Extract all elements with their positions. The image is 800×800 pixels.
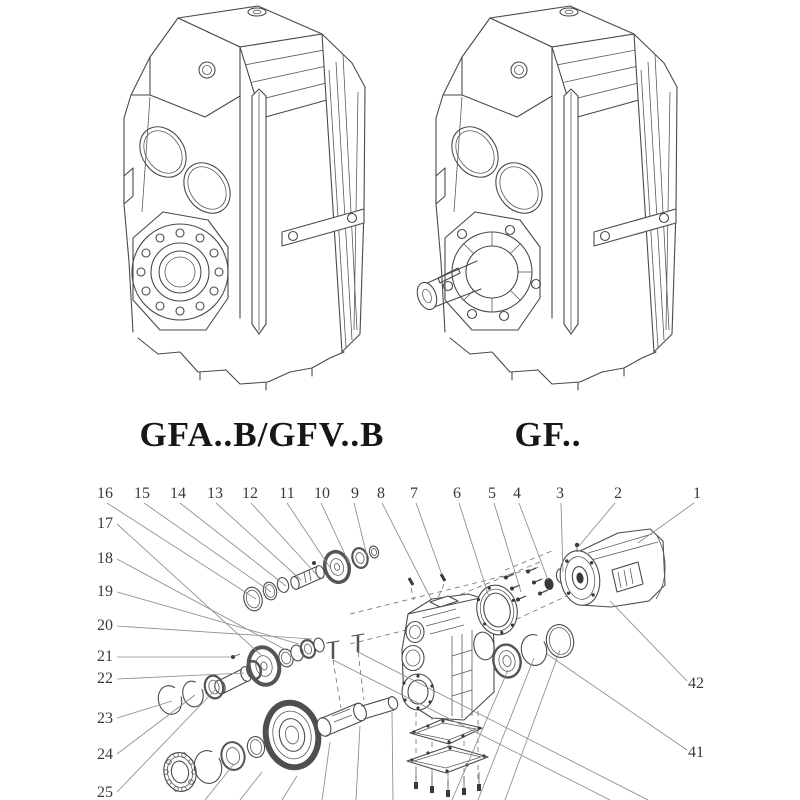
part-number-9: 9 bbox=[351, 485, 359, 502]
gf-filler-plug bbox=[560, 8, 578, 16]
gfab-front-face bbox=[133, 212, 228, 330]
input-pinion-shaft bbox=[289, 565, 325, 591]
leader-line-12 bbox=[251, 503, 316, 574]
leader-line-15 bbox=[144, 503, 271, 592]
output-ring-set bbox=[155, 674, 226, 717]
ball-bearing bbox=[160, 750, 199, 795]
part-number-41: 41 bbox=[688, 744, 704, 761]
part-number-6: 6 bbox=[453, 485, 461, 502]
plug bbox=[543, 577, 554, 591]
part-number-14: 14 bbox=[170, 485, 186, 502]
bearing bbox=[202, 674, 225, 701]
part-number-25: 25 bbox=[97, 784, 113, 800]
part-number-22: 22 bbox=[97, 670, 113, 687]
gfab-left-slope bbox=[131, 57, 150, 95]
leader-line-3 bbox=[561, 503, 563, 572]
end-cap bbox=[241, 585, 265, 613]
snap-ring bbox=[519, 632, 550, 668]
bearing bbox=[219, 740, 247, 772]
snap-ring bbox=[276, 576, 291, 593]
leader-line-14 bbox=[180, 503, 286, 586]
part-number-8: 8 bbox=[377, 485, 385, 502]
small-screw bbox=[312, 561, 316, 565]
gfab-side-bracket bbox=[124, 168, 133, 204]
part-number-5: 5 bbox=[488, 485, 496, 502]
housing-screws bbox=[409, 574, 445, 600]
part-number-1: 1 bbox=[693, 485, 701, 502]
part-number-10: 10 bbox=[314, 485, 330, 502]
snap-ring bbox=[180, 679, 206, 709]
part-number-4: 4 bbox=[513, 485, 521, 502]
part-number-19: 19 bbox=[97, 583, 113, 600]
gf-left-slope bbox=[443, 57, 462, 95]
exploded-view bbox=[97, 485, 704, 800]
leader-line-6 bbox=[459, 503, 489, 597]
gfab-inspection-hole-2 bbox=[174, 154, 239, 222]
leader-line-17 bbox=[117, 524, 261, 655]
leader-line-16 bbox=[107, 503, 256, 599]
circlip bbox=[155, 683, 185, 717]
gf-inspection-hole-2 bbox=[486, 154, 551, 222]
part-number-11: 11 bbox=[279, 485, 295, 502]
part-number-23: 23 bbox=[97, 710, 113, 727]
part-number-21: 21 bbox=[97, 648, 113, 665]
gfab-inspection-hole-1 bbox=[130, 118, 195, 186]
part-number-18: 18 bbox=[97, 550, 113, 567]
gfab-base bbox=[138, 338, 344, 384]
lock-nut bbox=[368, 545, 380, 559]
input-shaft-assembly bbox=[241, 545, 380, 613]
housing-output-bore bbox=[402, 674, 434, 710]
leader-line-25 bbox=[117, 689, 216, 792]
input-bearing bbox=[350, 546, 370, 569]
housing-boss-mid bbox=[402, 646, 424, 671]
cover-bolts bbox=[414, 770, 481, 797]
motor-screw bbox=[575, 543, 579, 547]
leader-line-7 bbox=[416, 503, 442, 575]
intermediate-gear bbox=[245, 644, 284, 688]
part-number-2: 2 bbox=[614, 485, 622, 502]
part-number-17: 17 bbox=[97, 515, 113, 532]
leader-line-1 bbox=[638, 503, 694, 543]
housing-boss-small bbox=[406, 622, 424, 643]
output-shaft-assembly bbox=[160, 695, 399, 794]
model-caption-gf: GF.. bbox=[514, 415, 582, 454]
gfab-left-edge bbox=[124, 95, 133, 332]
output-shaft bbox=[315, 695, 399, 738]
leader-line-41 bbox=[547, 654, 687, 750]
snap-ring bbox=[191, 748, 224, 786]
part-number-15: 15 bbox=[134, 485, 150, 502]
part-number-42: 42 bbox=[688, 675, 704, 692]
model-caption-gfab-gfvb: GFA..B/GFV..B bbox=[139, 415, 385, 454]
gf-inspection-hole-1 bbox=[442, 118, 507, 186]
part-number-7: 7 bbox=[410, 485, 418, 502]
leader-line-42 bbox=[610, 601, 687, 681]
leader-line-23 bbox=[117, 701, 172, 718]
gf-base bbox=[450, 338, 656, 384]
gf-left-edge bbox=[436, 95, 445, 332]
part-number-12: 12 bbox=[242, 485, 258, 502]
leader-line-10 bbox=[321, 503, 349, 563]
input-gear bbox=[321, 549, 352, 585]
gfab-filler-plug bbox=[248, 8, 266, 16]
leader-line-11 bbox=[287, 503, 331, 569]
output-gear bbox=[260, 698, 324, 772]
leader-line-8 bbox=[382, 503, 431, 599]
part-number-24: 24 bbox=[97, 746, 113, 763]
intermediate-shaft-assembly bbox=[213, 637, 326, 695]
part-number-3: 3 bbox=[556, 485, 564, 502]
motor bbox=[556, 529, 665, 608]
part-number-20: 20 bbox=[97, 617, 113, 634]
part-number-callouts bbox=[97, 485, 704, 800]
gf-figure bbox=[414, 6, 677, 390]
part-number-16: 16 bbox=[97, 485, 113, 502]
gfab-gfvb-figure bbox=[124, 6, 365, 390]
gf-side-bracket bbox=[436, 168, 445, 204]
part-number-13: 13 bbox=[207, 485, 223, 502]
gasket-plates bbox=[407, 719, 488, 797]
bearing bbox=[490, 642, 523, 680]
leader-line-24 bbox=[117, 695, 195, 754]
leader-line-20 bbox=[117, 626, 312, 639]
